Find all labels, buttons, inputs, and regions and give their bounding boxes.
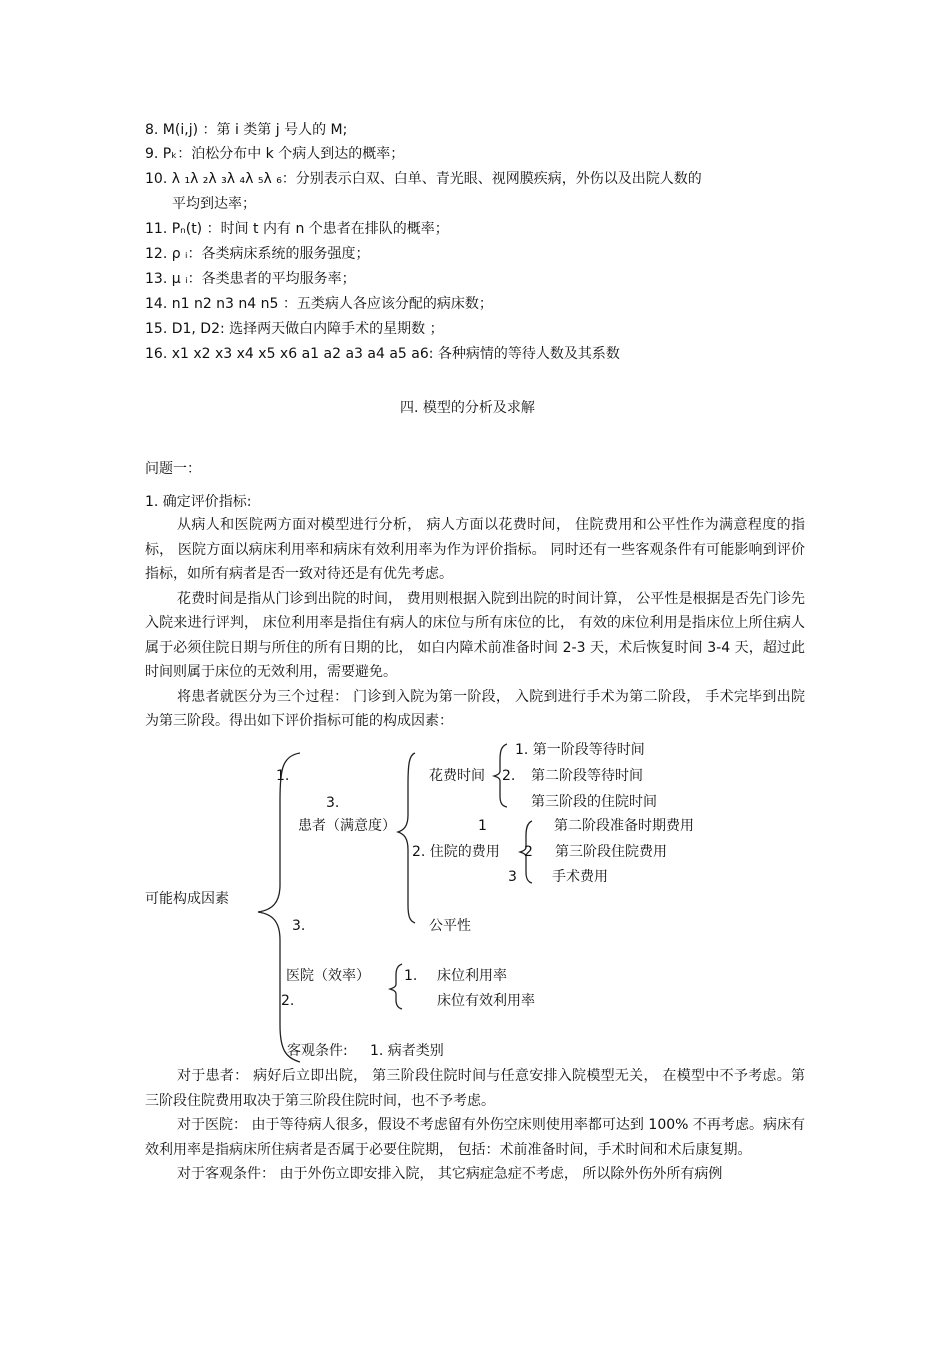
tree-leaf: 第三阶段的住院时间	[531, 794, 657, 810]
definition-item: 9. Pₖ：泊松分布中 k 个病人到达的概率；	[145, 146, 405, 162]
tree-number: 1	[478, 818, 487, 834]
tree-node-fairness: 公平性	[429, 918, 471, 934]
root-brace	[258, 753, 300, 1062]
paragraph: 将患者就医分为三个过程： 门诊到入院为第一阶段， 入院到进行手术为第二阶段， 手术完毕到出院为第三阶段。得出如下评价指标可能的构成因素：	[145, 688, 805, 729]
definition-item: 10. λ ₁λ ₂λ ₃λ ₄λ ₅λ ₆：分别表示白双、白单、青光眼、视网膜疾病，外伤以及出院人数的	[145, 171, 702, 187]
tree-number: 1.	[276, 768, 290, 784]
definition-item: 16. x1 x2 x3 x4 x5 x6 a1 a2 a3 a4 a5 a6: 各种病情的等待人数及其系数	[145, 346, 620, 362]
tree-leaf: 第二阶段等待时间	[531, 768, 643, 784]
section-title: 四. 模型的分析及求解	[400, 400, 535, 416]
tree-number: 3.	[326, 795, 340, 811]
tree-node-objective: 客观条件:	[287, 1043, 348, 1059]
tree-number: 2.	[502, 768, 516, 784]
tree-number: 1.	[404, 968, 418, 984]
tree-leaf: 第二阶段准备时期费用	[554, 818, 694, 834]
definition-item: 8. M(i,j) ：第 i 类第 j 号人的 M;	[145, 122, 348, 138]
tree-node-hospital: 医院（效率）	[286, 968, 370, 984]
paragraph: 对于患者： 病好后立即出院， 第三阶段住院时间与任意安排入院模型无关， 在模型中不予考虑。第三阶段住院费用取决于第三阶段住院时间，也不予考虑。	[145, 1068, 805, 1109]
tree-number: 3	[508, 869, 517, 885]
tree-node-patient: 患者（满意度）	[298, 818, 396, 834]
tree-number: 3.	[292, 918, 306, 934]
tree-leaf: 手术费用	[552, 869, 608, 885]
tree-leaf: 床位有效利用率	[437, 993, 535, 1009]
problem-label: 问题一：	[145, 461, 201, 477]
conclusion-paragraphs	[145, 1064, 805, 1187]
patient-brace	[398, 753, 415, 923]
tree-number: 2.	[281, 993, 295, 1009]
definition-item: 14. n1 n2 n3 n4 n5 ：五类病人各应该分配的病床数；	[145, 296, 493, 312]
tree-node-cost-time: 花费时间	[429, 768, 485, 784]
paragraph: 从病人和医院两方面对模型进行分析， 病人方面以花费时间， 住院费用和公平性作为满意程度的指标， 医院方面以病床利用率和病床有效利用率为作为评价指标。 同时还有一些客观条件有可能影响到评价指标，如所有病者是否一致对待还是有优先考虑。	[145, 517, 805, 582]
tree-leaf: 第三阶段住院费用	[555, 844, 667, 860]
tree-number: 2	[524, 844, 533, 860]
definition-item: 12. ρ ᵢ：各类病床系统的服务强度；	[145, 246, 370, 262]
paragraph: 对于客观条件： 由于外伤立即安排入院， 其它病症急症不考虑， 所以除外伤外所有病例	[177, 1166, 723, 1182]
definition-item: 15. D1, D2: 选择两天做白内障手术的星期数 ；	[145, 321, 444, 337]
tree-leaf: 床位利用率	[437, 968, 507, 984]
tree-leaf: 1. 病者类别	[370, 1043, 444, 1059]
paragraph: 花费时间是指从门诊到出院的时间， 费用则根据入院到出院的时间计算， 公平性是根据是否先门诊先入院来进行评判， 床位利用率是指住有病人的床位与所有床位的比， 有效的床位利用是指床位上所住病人属于必须住院日期与所住的所有日期的比， 如白内障术前准备时间 2-3 天，术后恢复时间 3-4 天，超过此时间则属于床位的无效利用，需要避免。	[145, 590, 805, 680]
tree-leaf: 1. 第一阶段等待时间	[515, 742, 645, 758]
definition-item: 13. μ ᵢ：各类患者的平均服务率；	[145, 271, 356, 287]
tree-node-hospital-fee: 2. 住院的费用	[412, 844, 500, 860]
definition-item: 11. Pₙ(t) ：时间 t 内有 n 个患者在排队的概率；	[145, 221, 449, 237]
subsection-heading: 1. 确定评价指标:	[145, 494, 252, 510]
tree-root: 可能构成因素	[145, 891, 229, 907]
hospital-brace	[390, 964, 402, 1009]
definition-item: 平均到达率；	[172, 196, 256, 212]
paragraph: 对于医院： 由于等待病人很多，假设不考虑留有外伤空床则使用率都可达到 100% 不再考虑。病床有效利用率是指病床所住病者是否属于必要住院期， 包括：术前准备时间，手术时间和术后康复期。	[145, 1117, 805, 1158]
